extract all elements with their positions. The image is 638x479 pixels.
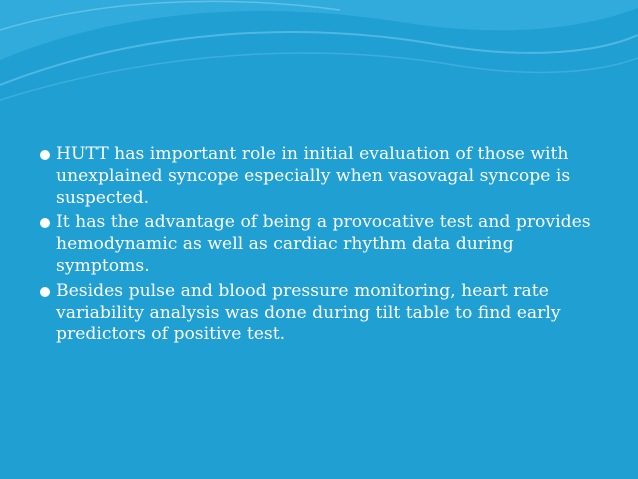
bullet-item (40, 281, 600, 346)
bullet-text: It has the advantage of being a provocative test and provides hemodynamic as well as cardiac rhythm data during symptoms. (56, 212, 591, 276)
bullet-dot-icon (40, 218, 50, 228)
bullet-dot-icon (40, 150, 50, 160)
bullet-item (40, 212, 600, 277)
bullet-text: HUTT has important role in initial evaluation of those with unexplained syncope especially when vasovagal syncope is suspected. (56, 144, 571, 208)
bullet-text: Besides pulse and blood pressure monitoring, heart rate variability analysis was done during tilt table to find early predictors of positive test. (56, 280, 561, 345)
bullet-list (40, 144, 600, 349)
bullet-dot-icon (40, 287, 50, 297)
decorative-swirl-header (0, 0, 638, 110)
bullet-item (40, 144, 600, 209)
